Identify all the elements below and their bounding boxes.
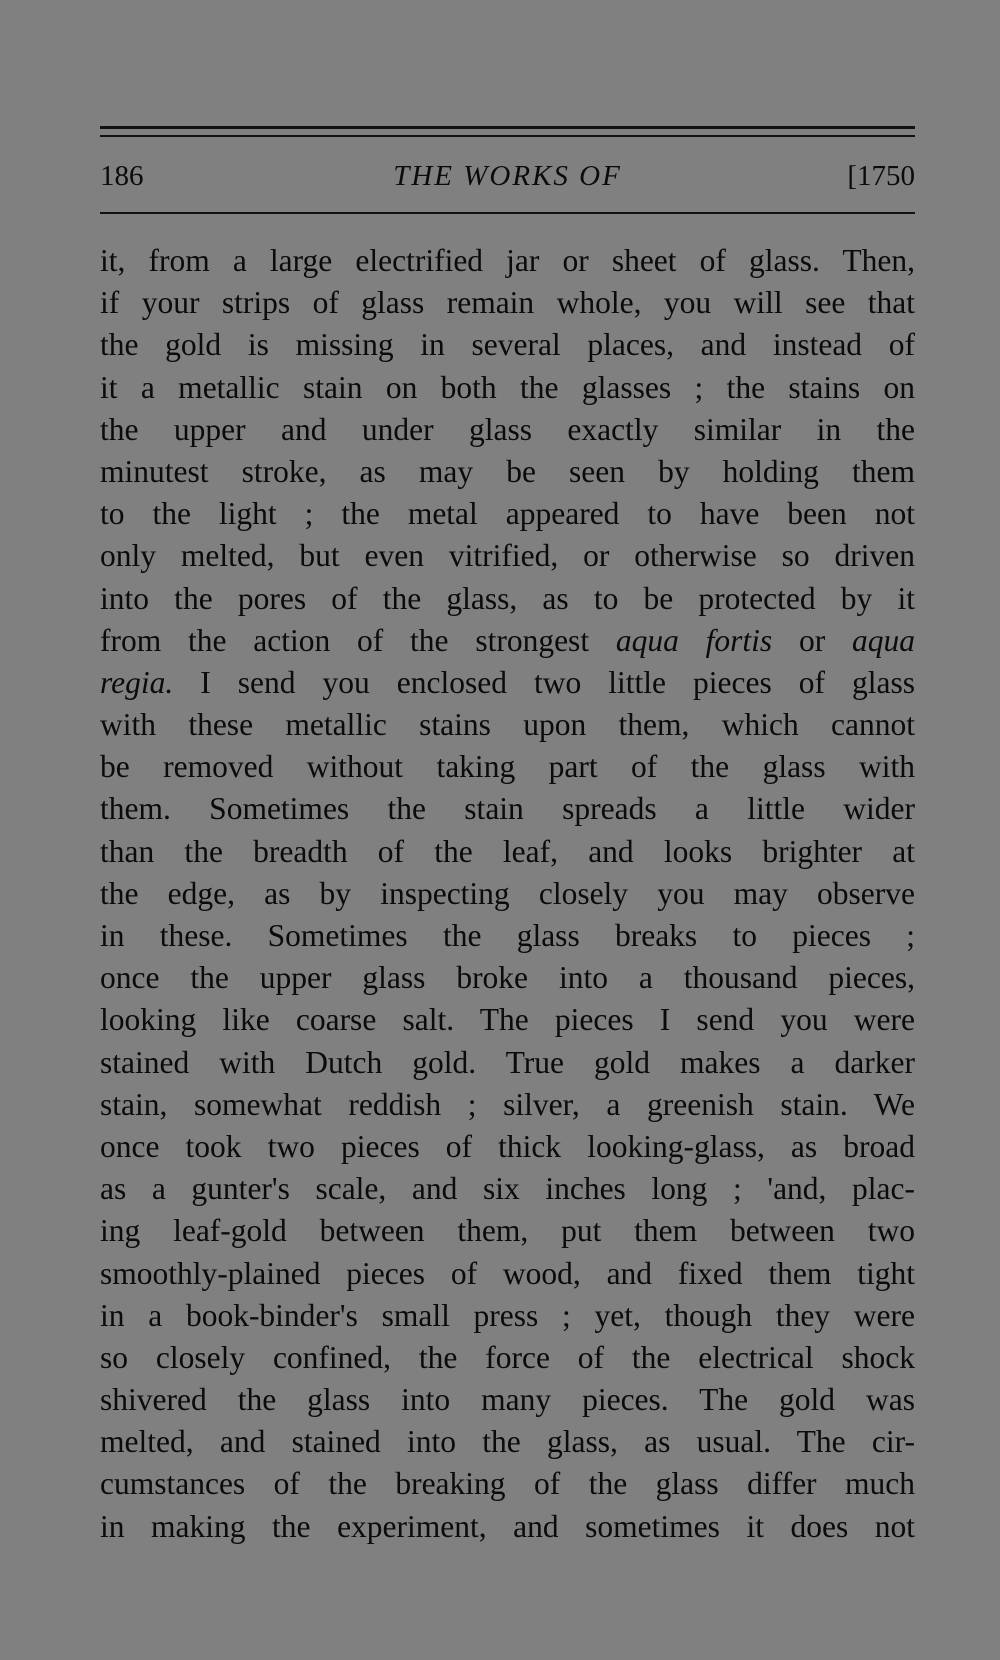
text-line: stain, somewhat reddish ; silver, a greenish stain. We — [100, 1086, 915, 1122]
text-line: be removed without taking part of the glass with — [100, 749, 915, 785]
text-line: in these. Sometimes the glass breaks to pieces ; — [100, 918, 915, 953]
header-top-rule — [100, 126, 915, 129]
text-line: in a book-binder's small press ; yet, though they were — [100, 1297, 915, 1333]
body-text — [100, 240, 915, 1548]
text-line: only melted, but even vitrified, or otherwise so driven — [100, 538, 915, 574]
header-top-rule-inner — [100, 135, 915, 137]
text-line: once the upper glass broke into a thousand pieces, — [100, 960, 915, 996]
text-line: them. Sometimes the stain spreads a little wider — [100, 791, 915, 827]
italic-term: aqua — [851, 622, 915, 658]
text-line: once took two pieces of thick looking-glass, as broad — [100, 1128, 915, 1164]
text-line: cumstances of the breaking of the glass differ much — [100, 1466, 915, 1502]
running-title: THE WORKS OF — [393, 160, 622, 192]
text-segment: from the action of the strongest — [100, 622, 616, 658]
text-segment: I send you enclosed two little pieces of glass — [173, 664, 915, 700]
text-line: so closely confined, the force of the electrical shock — [100, 1339, 915, 1375]
year-marker: [1750 — [847, 160, 915, 192]
text-line — [100, 620, 915, 662]
italic-term: aqua fortis — [615, 622, 773, 658]
text-line: looking like coarse salt. The pieces I send you were — [100, 1002, 915, 1038]
page-number: 186 — [100, 160, 144, 192]
text-line: to the light ; the metal appeared to have been not — [100, 496, 915, 532]
text-line: the upper and under glass exactly similar in the — [100, 411, 915, 447]
text-line: it, from a large electrified jar or sheet of glass. Then, — [100, 243, 915, 278]
text-segment: or — [772, 622, 852, 658]
text-line: as a gunter's scale, and six inches long ; 'and, plac- — [100, 1171, 915, 1207]
text-line: than the breadth of the leaf, and looks brighter at — [100, 833, 915, 869]
text-line: smoothly-plained pieces of wood, and fixed them tight — [100, 1255, 915, 1291]
text-line: it a metallic stain on both the glasses ; the stains on — [100, 369, 915, 405]
text-line: melted, and stained into the glass, as usual. The cir- — [100, 1424, 915, 1460]
text-line: if your strips of glass remain whole, you will see that — [100, 285, 915, 321]
text-line: ing leaf-gold between them, put them between two — [100, 1213, 915, 1249]
italic-term: regia. — [100, 664, 174, 700]
text-line: the gold is missing in several places, and instead of — [100, 327, 915, 363]
text-line: shivered the glass into many pieces. The gold was — [100, 1382, 915, 1418]
text-line: with these metallic stains upon them, which cannot — [100, 707, 915, 743]
text-line: stained with Dutch gold. True gold makes a darker — [100, 1044, 915, 1080]
text-line: minutest stroke, as may be seen by holding them — [100, 453, 915, 489]
text-line: in making the experiment, and sometimes it does not — [100, 1508, 915, 1544]
header-bottom-rule — [100, 212, 915, 214]
text-line: into the pores of the glass, as to be protected by it — [100, 580, 915, 616]
text-line: the edge, as by inspecting closely you may observe — [100, 875, 915, 911]
running-head — [100, 154, 915, 198]
text-line — [100, 662, 915, 704]
